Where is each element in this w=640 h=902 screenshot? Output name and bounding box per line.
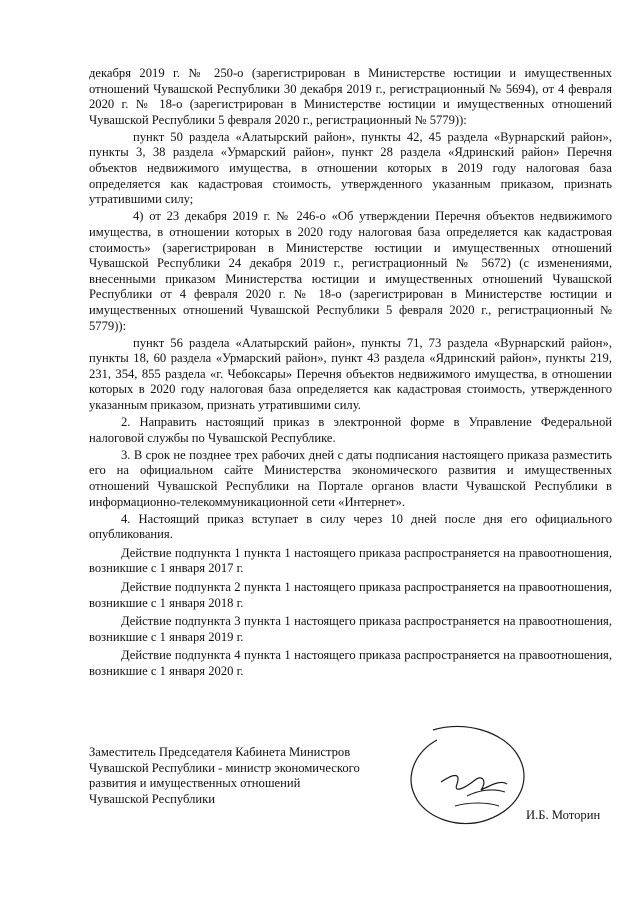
- paragraph-item-4: 4. Настоящий приказ вступает в силу через 10 дней после дня его официального опубликования.: [89, 511, 612, 542]
- signatory-position: [89, 745, 419, 807]
- position-line: развития и имущественных отношений: [89, 776, 301, 791]
- paragraph-effect-2: Действие подпункта 2 пункта 1 настоящего приказа распространяется на правоотношения, возникшие с 1 января 2018 г.: [89, 580, 612, 610]
- position-line: Заместитель Председателя Кабинета Министров: [89, 745, 351, 759]
- paragraph-2020-items: пункт 56 раздела «Алатырский район», пункты 71, 73 раздела «Вурнарский район», пункты 18, 60 раздела «Урмарский район», пункт 43 раздела «Ядринский район», пункты 219, 231, 354, 855 раздела «г. Чебоксары» Перечня объектов недвижимого имущества, в отношении которых в 2020 году налоговая база определяется как кадастровая стоимость, утвержденного указанным приказом, признать утратившими силу.: [89, 335, 612, 412]
- signer-name: И.Б. Моторин: [526, 808, 601, 822]
- paragraph-item-2: 2. Направить настоящий приказ в электронной форме в Управление Федеральной налоговой службы по Чувашской Республике.: [89, 415, 612, 445]
- paragraph-subitem-4: 4) от 23 декабря 2019 г. № 246-о «Об утверждении Перечня объектов недвижимого имущества, в отношении которых в 2020 году налоговая база определяется как кадастровая стоимость» (зарегистрирован в Министерстве юстиции и имущественных отношений Чувашской Республики 24 декабря 2019 г., регистрационный № 5672) (с изменениями, внесенными приказом Министерства юстиции и имущественных отношений Чувашской Республики от 4 февраля 2020 г. № 18-о (зарегистрирован в Министерстве юстиции и имущественных отношений Чувашской Республики 5 февраля 2020 г., регистрационный № 5779)):: [89, 209, 612, 333]
- paragraph-effect-1: Действие подпункта 1 пункта 1 настоящего приказа распространяется на правоотношения, возникшие с 1 января 2017 г.: [89, 545, 612, 576]
- paragraph-item-3: 3. В срок не позднее трех рабочих дней с даты подписания настоящего приказа разместить его на официальном сайте Министерства экономического развития и имущественных отношений Чувашской Республики на Портале органов власти Чувашской Республики в информационно-телекоммуникационной сети «Интернет».: [89, 447, 612, 509]
- paragraph-effect-3: Действие подпункта 3 пункта 1 настоящего приказа распространяется на правоотношения, возникшие с 1 января 2019 г.: [89, 614, 612, 644]
- paragraph-continuation: декабря 2019 г. № 250-о (зарегистрирован в Министерстве юстиции и имущественных отношений Чувашской Республики 30 декабря 2019 г., регистрационный № 5694), от 4 февраля 2020 г. № 18-о (зарегистрирован в Министерстве юстиции и имущественных отношений Чувашской Республики 5 февраля 2020 г., регистрационный № 5779)):: [89, 66, 612, 127]
- position-line: Чувашской Республики: [89, 791, 215, 806]
- document-body: [89, 66, 612, 681]
- position-line: Чувашской Республики - министр экономического: [89, 760, 360, 775]
- handwritten-signature: [395, 722, 545, 832]
- paragraph-2019-items: пункт 50 раздела «Алатырский район», пункты 42, 45 раздела «Вурнарский район», пункты 3, 38 раздела «Урмарский район», пункт 28 раздела «Ядринский район» Перечня объектов недвижимого имущества, в отношении которых в 2019 году налоговая база определяется как кадастровая стоимость, утвержденного указанным приказом, признать утратившими силу;: [89, 129, 612, 207]
- paragraph-effect-4: Действие подпункта 4 пункта 1 настоящего приказа распространяется на правоотношения, возникшие с 1 января 2020 г.: [89, 648, 612, 678]
